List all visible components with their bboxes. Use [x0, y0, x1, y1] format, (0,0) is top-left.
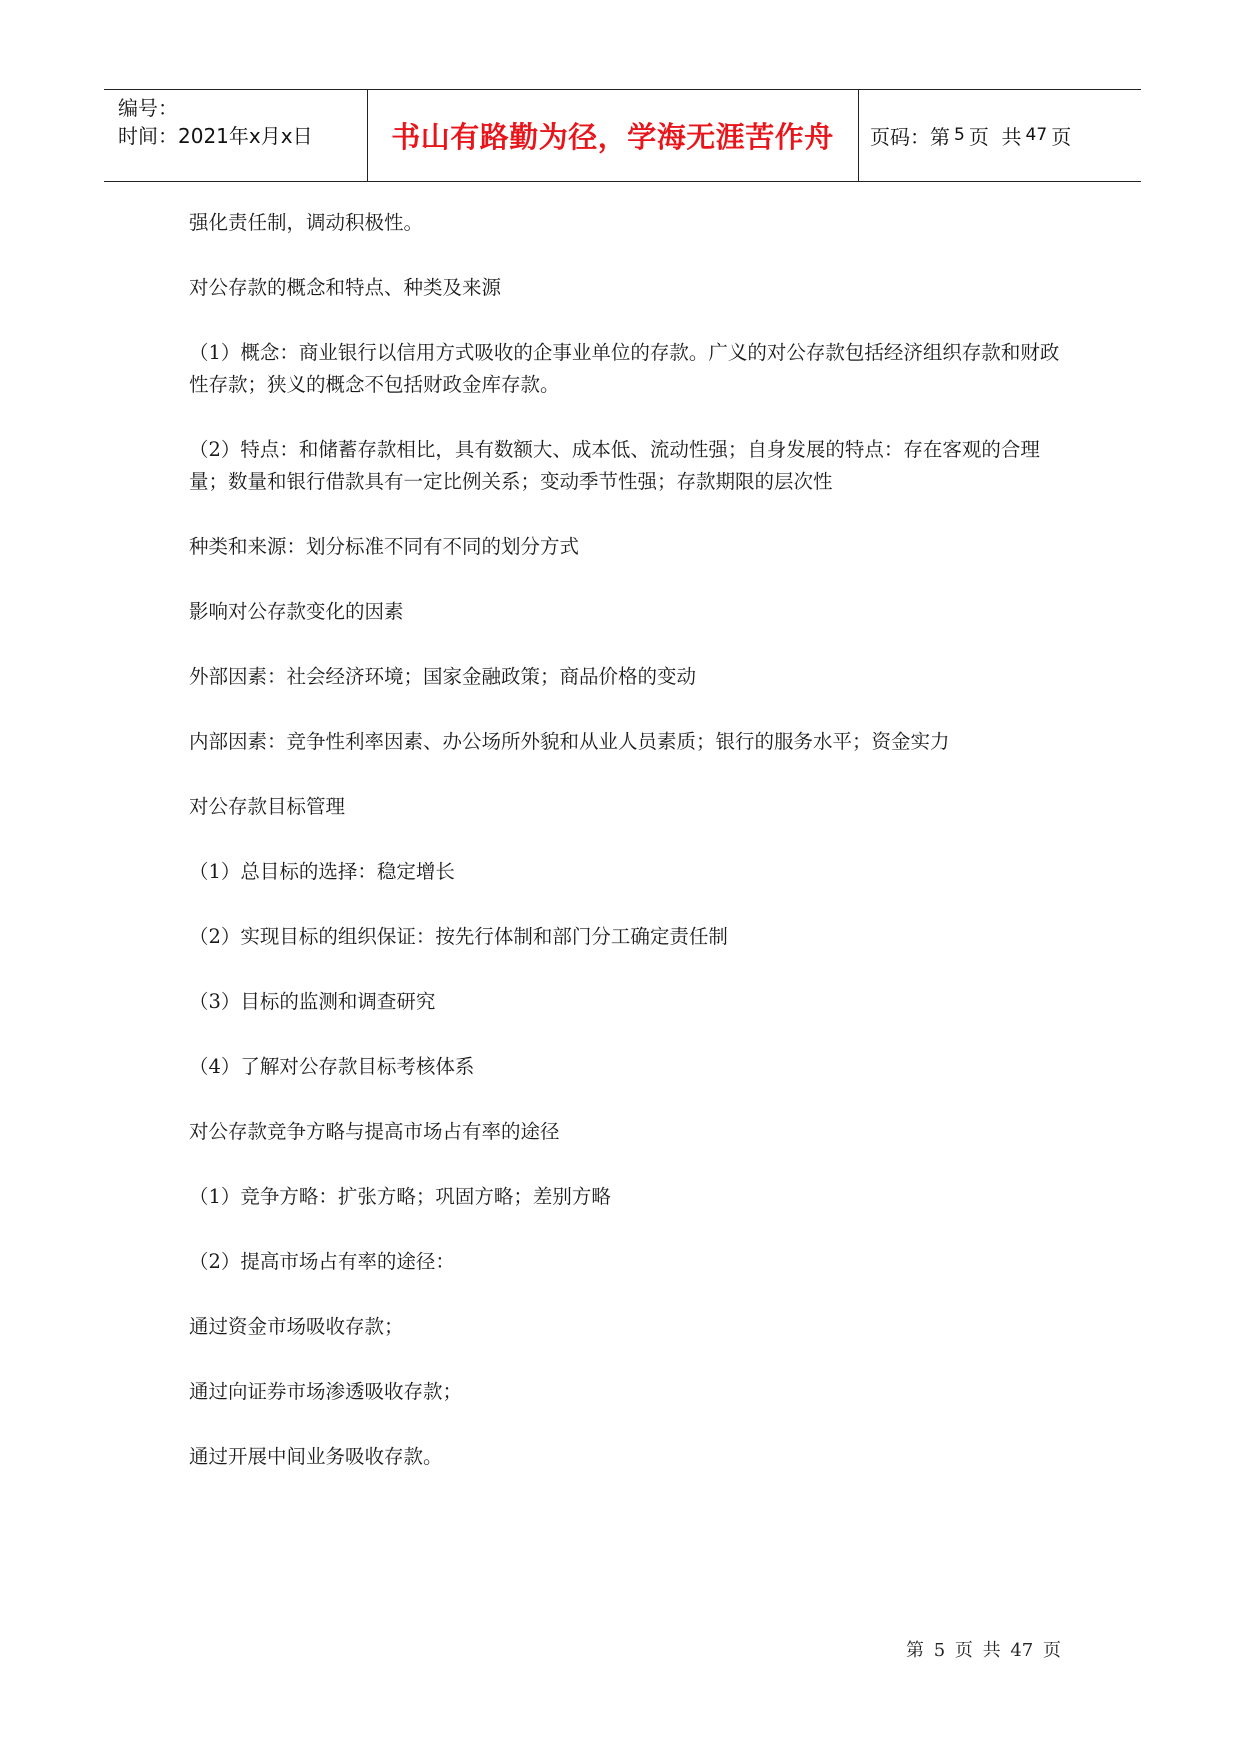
- header-divider-right: [858, 90, 859, 181]
- page-header: [104, 89, 1141, 182]
- document-time: 时间：2021年x月x日: [118, 124, 313, 148]
- body-paragraph: 强化责任制，调动积极性。: [189, 211, 424, 234]
- body-paragraph: （2）实现目标的组织保证：按先行体制和部门分工确定责任制: [189, 925, 728, 948]
- document-number-label: 编号：: [118, 96, 178, 120]
- body-paragraph: 通过资金市场吸收存款；: [189, 1315, 404, 1338]
- body-paragraph: 外部因素：社会经济环境；国家金融政策；商品价格的变动: [189, 665, 697, 688]
- body-paragraph: 影响对公存款变化的因素: [189, 600, 404, 623]
- document-body: [189, 207, 1069, 1506]
- body-paragraph: （3）目标的监测和调查研究: [189, 990, 436, 1013]
- page-code-current: 5: [954, 125, 965, 145]
- page-footer: 第 5 页 共 47 页: [906, 1640, 1061, 1661]
- body-paragraph: （1）概念：商业银行以信用方式吸收的企事业单位的存款。广义的对公存款包括经济组织存款和财政性存款；狭义的概念不包括财政金库存款。: [189, 341, 1060, 396]
- header-motto: 书山有路勤为径，学海无涯苦作舟: [391, 119, 834, 154]
- body-paragraph: （1）竞争方略：扩张方略；巩固方略；差别方略: [189, 1185, 611, 1208]
- header-page-code: [870, 90, 1071, 180]
- body-paragraph: 对公存款目标管理: [189, 795, 346, 818]
- page-code-mid: 页 共: [968, 124, 1022, 149]
- body-paragraph: 内部因素：竞争性利率因素、办公场所外貌和从业人员素质；银行的服务水平；资金实力: [189, 730, 950, 753]
- body-paragraph: 对公存款的概念和特点、种类及来源: [189, 276, 502, 299]
- page-code-prefix: 页码：第: [870, 124, 950, 149]
- body-paragraph: （2）特点：和储蓄存款相比，具有数额大、成本低、流动性强；自身发展的特点：存在客观的合理量；数量和银行借款具有一定比例关系；变动季节性强；存款期限的层次性: [189, 438, 1040, 493]
- header-meta: [118, 94, 313, 150]
- body-paragraph: 通过向证券市场渗透吸收存款；: [189, 1380, 463, 1403]
- body-paragraph: （1）总目标的选择：稳定增长: [189, 860, 455, 883]
- body-paragraph: 种类和来源：划分标准不同有不同的划分方式: [189, 535, 580, 558]
- page-code-total: 47: [1025, 125, 1048, 145]
- body-paragraph: 通过开展中间业务吸收存款。: [189, 1445, 443, 1468]
- body-paragraph: （2）提高市场占有率的途径：: [189, 1250, 455, 1273]
- body-paragraph: 对公存款竞争方略与提高市场占有率的途径: [189, 1120, 560, 1143]
- body-paragraph: （4）了解对公存款目标考核体系: [189, 1055, 475, 1078]
- page-code-suffix: 页: [1051, 124, 1072, 149]
